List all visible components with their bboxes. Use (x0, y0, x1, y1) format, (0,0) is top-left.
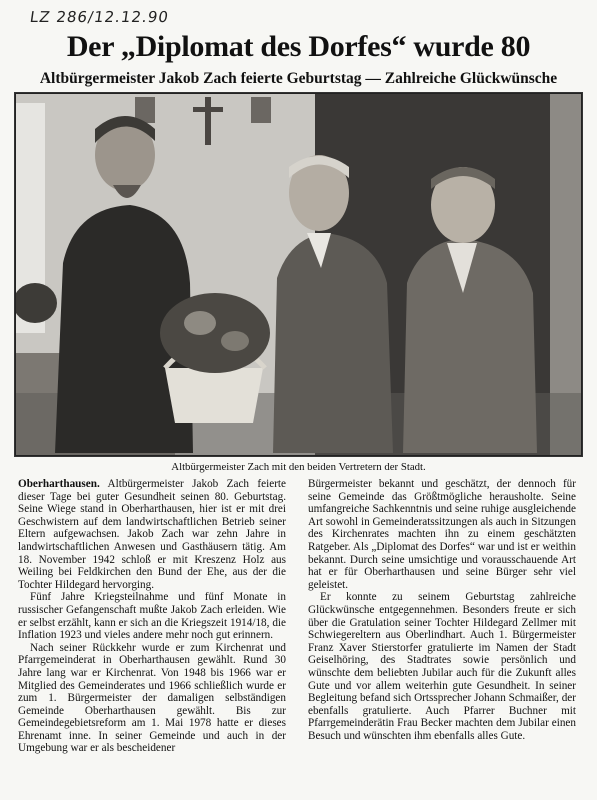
article-paragraph: Bürgermeister bekannt und geschätzt, der dennoch für seine Gemeinde das Größtmögliche herausholte. Seine umfangreiche Sachkenntnis und seine ruhige ausgleichende Art sowohl in Gemeinderatssitzungen als auch in Sitzungen des Kirchenrates machten ihn zu einem geschätzten Ratgeber. Als „Diplomat des Dorfes“ war und ist er weithin bekannt. Durch seine umsichtige und vorausschauende Art hat er für Oberharthausen und seine Bürger sehr viel geleistet. (308, 478, 576, 591)
handwritten-annotation: LZ 286/12.12.90 (28, 8, 171, 26)
article-paragraph: Nach seiner Rückkehr wurde er zum Kirchenrat und Pfarrgemeinderat in Oberharthausen gewählt. Rund 30 Jahre lang war er Kirchenrat. Von 1948 bis 1966 war er Mitglied des Gemeinderates und 1966 schließlich wurde er zum 1. Bürgermeister der damaligen selbständigen Gemeinde Oberharthausen gewählt. Bis zur Gemeindegebietsreform am 1. Mai 1978 hatte er dieses Ehrenamt inne. In seiner Gemeinde und auch in der Umgebung war er als bescheidener (18, 641, 286, 755)
article-column-left (18, 478, 286, 755)
article-paragraph: Fünf Jahre Kriegsteilnahme und fünf Monate in russischer Gefangenschaft mußte Jakob Zach erleiden. Wie er selbst erzählt, kann er sich an die Kriegszeit 1914/18, die Inflation 1923 und vieles andere mehr noch gut erinnern. (18, 591, 286, 642)
photo (14, 92, 583, 457)
photo-illustration (15, 93, 582, 456)
headline: Der „Diplomat des Dorfes“ wurde 80 (66, 30, 531, 63)
article-paragraph (18, 478, 286, 591)
dateline: Oberharthausen. (18, 478, 100, 490)
paragraph-text: Altbürgermeister Jakob Zach feierte dieser Tage bei guter Gesundheit seinen 80. Geburtstag. Seine Wiege stand in Oberharthausen, hier ist er mit drei Geschwistern auf dem landwirtschaftlichen Betrieb seiner Eltern aufgewachsen. Jakob Zach war zehn Jahre in landwirtschaftlichen Anwesen und Gasthäusern tätig. Am 18. November 1942 schloß er mit Kreszenz Holz aus Weiling bei Feldkirchen den Bund der Ehe, aus der die Tochter Hildegard hervorging. (18, 478, 286, 591)
article-paragraph: Er konnte zu seinem Geburtstag zahlreiche Glückwünsche entgegennehmen. Besonders freute er sich über die Gratulation seiner Tochter Hildegard Zellmer mit Schwiegereltern aus Oberlindhart. Auch 1. Bürgermeister Franz Xaver Stierstorfer gratulierte im Namen der Stadt Geiselhöring, des Stadtrates sowie persönlich und wünschte dem beliebten Jubilar auch für die Zukunft alles Gute und vor allem weiterhin gute Gesundheit. In seiner Begleitung befand sich Ortssprecher Johann Schmaißer, der ebenfalls gratulierte. Auch Pfarrer Buchner mit Pfarrgemeinderätin Frau Becker machten dem Jubilar einen Besuch und wünschten ihm ebenfalls alles Gute. (308, 591, 576, 742)
article-column-right (308, 478, 576, 742)
subheadline: Altbürgermeister Jakob Zach feierte Geburtstag — Zahlreiche Glückwünsche (39, 70, 558, 87)
photo-caption: Altbürgermeister Zach mit den beiden Vertretern der Stadt. (171, 461, 426, 473)
